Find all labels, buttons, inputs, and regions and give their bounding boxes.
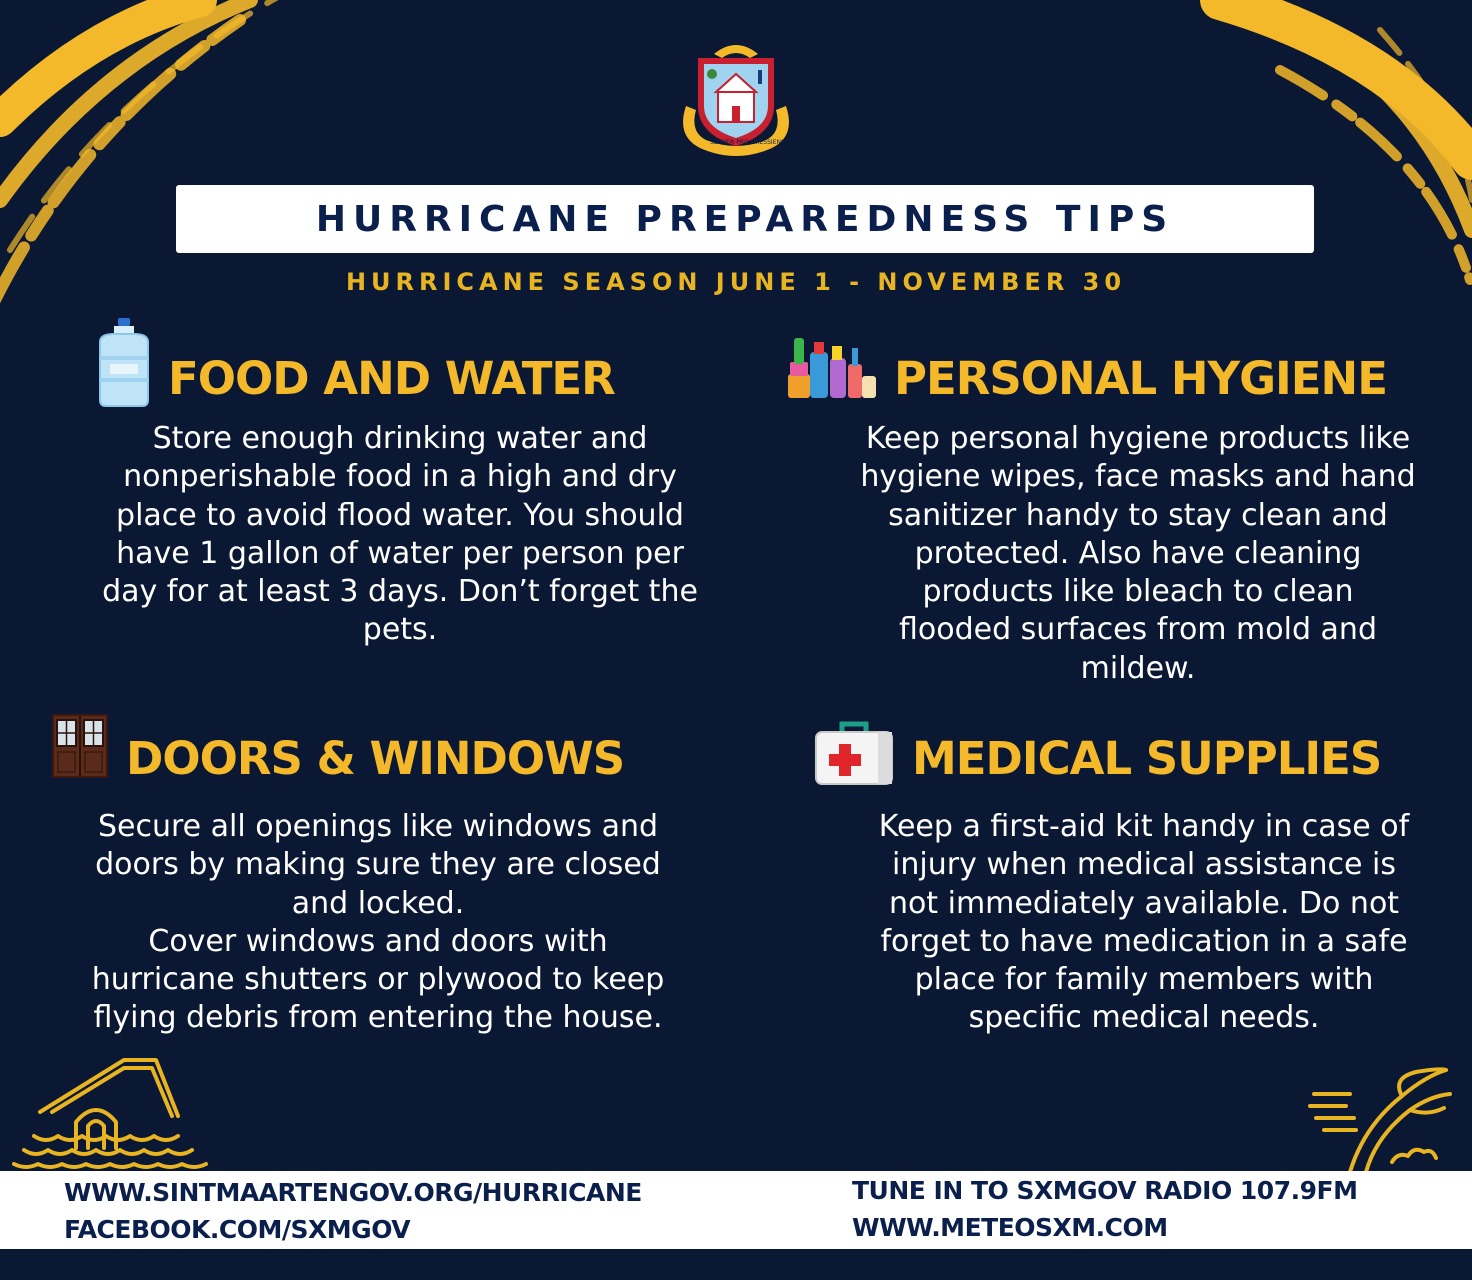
text-line: doors by making sure they are closed — [95, 847, 661, 883]
text-line: injury when medical assistance is — [892, 847, 1396, 883]
doors-windows-heading: DOORS & WINDOWS — [126, 732, 625, 785]
text-line: pets. — [362, 612, 438, 648]
title-banner — [176, 185, 1314, 253]
food-water-text — [62, 420, 738, 650]
seal-motto — [710, 139, 785, 146]
meteo-website-link[interactable]: WWW.METEOSXM.COM — [852, 1213, 1168, 1242]
medical-supplies-text — [806, 808, 1472, 1038]
text-line: Secure all openings like windows and — [97, 809, 659, 844]
flooded-house-icon — [6, 1052, 216, 1172]
personal-hygiene-text — [800, 420, 1472, 688]
text-line: and locked. — [291, 885, 465, 921]
season-dates: HURRICANE SEASON JUNE 1 - NOVEMBER 30 — [345, 268, 1127, 296]
text-line: mildew. — [1080, 650, 1196, 686]
door-icon — [52, 714, 108, 778]
text-line: sanitizer handy to stay clean and — [888, 497, 1388, 533]
text-line: nonperishable food in a high and dry — [123, 459, 677, 495]
text-line: flooded surfaces from mold and — [898, 612, 1377, 648]
first-aid-kit-icon — [814, 720, 894, 786]
text-line: Store enough drinking water and — [152, 421, 648, 456]
text-line: flying debris from entering the house. — [93, 1000, 663, 1036]
text-line: hygiene wipes, face masks and hand — [860, 459, 1416, 495]
facebook-link[interactable]: FACEBOOK.COM/SXMGOV — [64, 1215, 411, 1244]
text-line: not immediately available. Do not — [888, 885, 1400, 921]
text-line: Keep a first-aid kit handy in case of — [878, 809, 1410, 844]
wind-storm-icon — [1306, 1056, 1456, 1174]
radio-info: TUNE IN TO SXMGOV RADIO 107.9FM — [852, 1176, 1358, 1205]
text-line: place to avoid flood water. You should — [116, 497, 684, 533]
hurricane-website-link[interactable]: WWW.SINTMAARTENGOV.ORG/HURRICANE — [64, 1178, 642, 1207]
text-line: protected. Also have cleaning — [914, 535, 1362, 571]
medical-supplies-heading: MEDICAL SUPPLIES — [912, 732, 1382, 785]
text-line: day for at least 3 days. Don’t forget the — [102, 574, 698, 610]
sint-maarten-coat-of-arms-icon — [670, 36, 802, 164]
text-line: specific medical needs. — [968, 1000, 1320, 1036]
personal-hygiene-heading: PERSONAL HYGIENE — [894, 352, 1387, 405]
text-line: hurricane shutters or plywood to keep — [91, 962, 665, 998]
text-line: products like bleach to clean — [922, 574, 1354, 610]
text-line: have 1 gallon of water per person per — [116, 535, 684, 571]
text-line: place for family members with — [914, 962, 1374, 998]
page-title: HURRICANE PREPAREDNESS TIPS — [315, 198, 1175, 240]
water-jug-icon — [92, 316, 156, 408]
text-line: forget to have medication in a safe — [880, 923, 1408, 959]
doors-windows-text — [40, 808, 716, 1038]
food-water-heading: FOOD AND WATER — [168, 352, 615, 405]
svg-text:SEMPER PRO GRESSIENS: SEMPER PRO GRESSIENS — [710, 139, 785, 146]
text-line: Keep personal hygiene products like — [865, 421, 1411, 456]
text-line: Cover windows and doors with — [148, 923, 608, 959]
cleaning-products-icon — [786, 334, 878, 402]
